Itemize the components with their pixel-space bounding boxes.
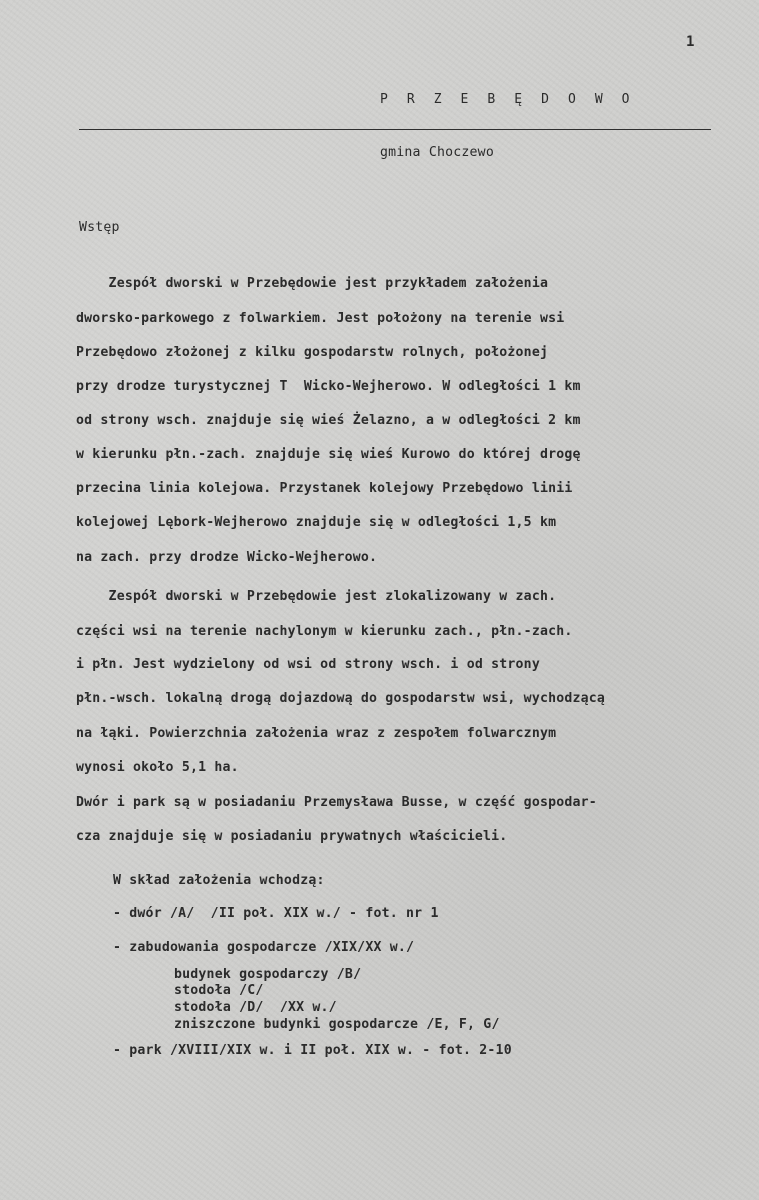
paragraph-line: przecina linia kolejowa. Przystanek kolejowy Przebędowo linii (76, 481, 573, 496)
list-item: - zabudowania gospodarcze /XIX/XX w./ (113, 940, 415, 955)
list-item: - dwór /A/ /II poł. XIX w./ - fot. nr 1 (113, 906, 439, 921)
paragraph-line: dworsko-parkowego z folwarkiem. Jest położony na terenie wsi (76, 311, 565, 326)
paragraph-line: kolejowej Lębork-Wejherowo znajduje się w odległości 1,5 km (76, 515, 557, 530)
paragraph-line: cza znajduje się w posiadaniu prywatnych właścicieli. (76, 829, 508, 844)
paragraph-line: wynosi około 5,1 ha. (76, 760, 239, 775)
sub-list-item: stodoła /D/ /XX w./ (174, 1000, 337, 1015)
title-underline (79, 129, 711, 130)
sub-list-item: budynek gospodarczy /B/ (174, 967, 362, 982)
list-item: - park /XVIII/XIX w. i II poł. XIX w. - fot. 2-10 (113, 1043, 512, 1058)
sub-list-item: zniszczone budynki gospodarcze /E, F, G/ (174, 1017, 500, 1032)
paragraph-line: Zespół dworski w Przebędowie jest zlokalizowany w zach. (76, 589, 557, 604)
list-intro: W skład założenia wchodzą: (113, 873, 325, 888)
paragraph-line: Zespół dworski w Przebędowie jest przykładem założenia (76, 276, 549, 291)
page-title: P R Z E B Ę D O W O (380, 92, 636, 107)
page-number: 1 (686, 34, 695, 50)
paragraph-line: Dwór i park są w posiadaniu Przemysława Busse, w część gospodar- (76, 795, 597, 810)
sub-list-item: stodoła /C/ (174, 983, 264, 998)
section-heading: Wstęp (79, 220, 120, 235)
paragraph-line: Przebędowo złożonej z kilku gospodarstw rolnych, położonej (76, 345, 549, 360)
paragraph-line: na łąki. Powierzchnia założenia wraz z zespołem folwarcznym (76, 726, 557, 741)
paragraph-line: płn.-wsch. lokalną drogą dojazdową do gospodarstw wsi, wychodzącą (76, 691, 606, 706)
paragraph-line: przy drodze turystycznej T Wicko-Wejherowo. W odległości 1 km (76, 379, 581, 394)
paragraph-line: w kierunku płn.-zach. znajduje się wieś Kurowo do której drogę (76, 447, 581, 462)
paragraph-line: na zach. przy drodze Wicko-Wejherowo. (76, 550, 378, 565)
paragraph-line: części wsi na terenie nachylonym w kierunku zach., płn.-zach. (76, 624, 573, 639)
paragraph-line: od strony wsch. znajduje się wieś Żelazno, a w odległości 2 km (76, 413, 581, 428)
paragraph-line: i płn. Jest wydzielony od wsi od strony wsch. i od strony (76, 657, 540, 672)
page-subtitle: gmina Choczewo (380, 145, 494, 160)
